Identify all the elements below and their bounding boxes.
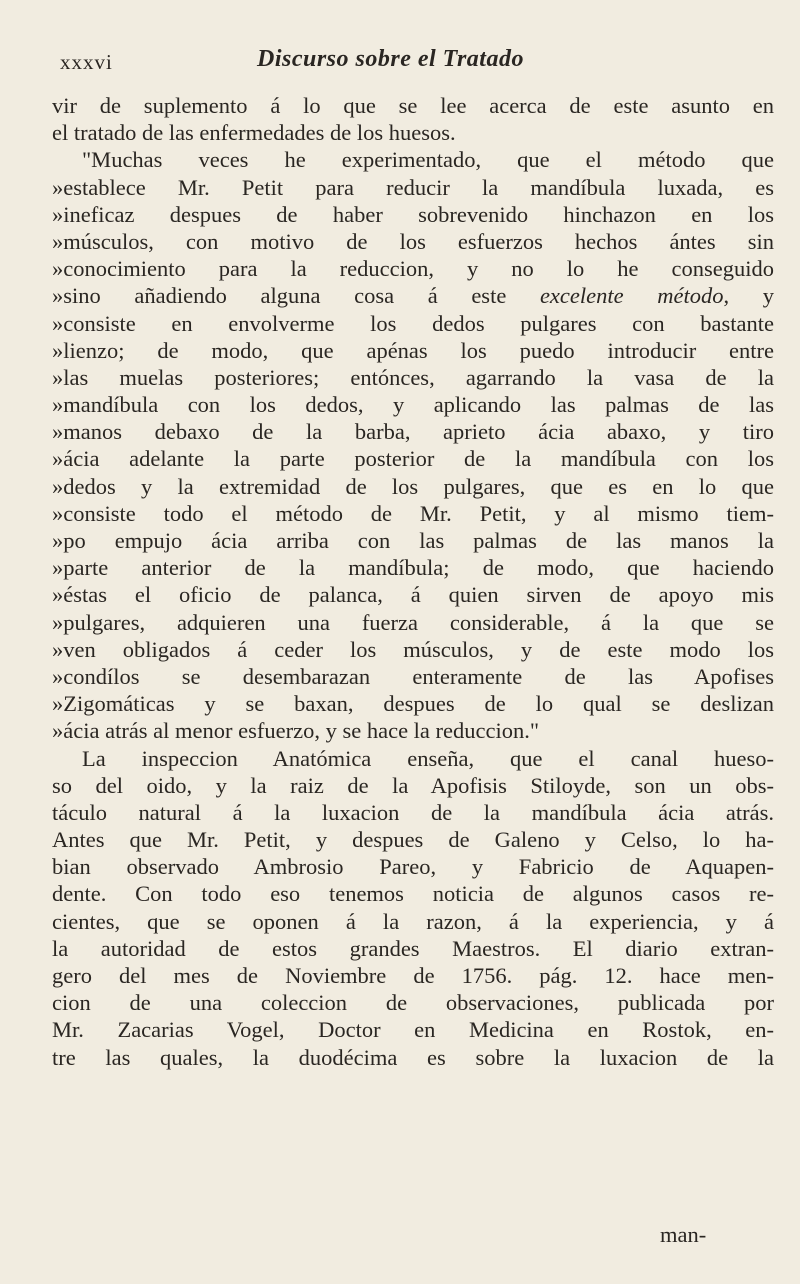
text-line: »consiste todo el método de Mr. Petit, y al mismo tiem- <box>52 500 774 526</box>
page-number: xxxvi <box>60 50 113 74</box>
text-line: »dedos y la extremidad de los pulgares, que es en lo que <box>52 473 774 499</box>
text-line: »Zigomáticas y se baxan, despues de lo qual se deslizan <box>52 691 774 717</box>
body-text <box>52 92 774 1071</box>
text-line: »ácia adelante la parte posterior de la mandíbula con los <box>52 446 774 472</box>
text-line: gero del mes de Noviembre de 1756. pág. 12. hace men- <box>52 963 774 988</box>
text-line: el tratado de las enfermedades de los huesos. <box>52 120 456 146</box>
running-title: Discurso sobre el Tratado <box>257 46 524 72</box>
text-line: »establece Mr. Petit para reducir la mandíbula luxada, es <box>52 174 774 200</box>
text-line: »ineficaz despues de haber sobrevenido hinchazon en los <box>52 201 774 227</box>
text-line: »músculos, con motivo de los esfuerzos hechos ántes sin <box>52 228 774 254</box>
text-line: »consiste en envolverme los dedos pulgares con bastante <box>52 310 774 336</box>
text-line: »las muelas posteriores; entónces, agarrando la vasa de la <box>52 364 774 390</box>
text-line: »sino añadiendo alguna cosa á este excelente método, y <box>52 283 774 309</box>
text-line: »conocimiento para la reduccion, y no lo he conseguido <box>52 256 774 282</box>
running-head <box>52 28 774 72</box>
text-line: bian observado Ambrosio Pareo, y Fabricio de Aquapen- <box>52 854 774 880</box>
text-line: la autoridad de estos grandes Maestros. El diario extran- <box>52 935 774 961</box>
text-line: dente. Con todo eso tenemos noticia de algunos casos re- <box>52 881 774 907</box>
text-line: so del oido, y la raiz de la Apofisis Stiloyde, son un obs- <box>52 772 774 798</box>
text-line: »parte anterior de la mandíbula; de modo, que haciendo <box>52 555 774 581</box>
text-line: »éstas el oficio de palanca, á quien sirven de apoyo mis <box>52 582 774 608</box>
text-line: vir de suplemento á lo que se lee acerca de este asunto en <box>52 93 774 118</box>
text-line: táculo natural á la luxacion de la mandíbula ácia atrás. <box>52 799 774 825</box>
text-line: tre las quales, la duodécima es sobre la luxacion de la <box>52 1044 774 1070</box>
text-line: »mandíbula con los dedos, y aplicando las palmas de las <box>52 392 774 418</box>
text-line: La inspeccion Anatómica enseña, que el canal hueso- <box>82 745 774 771</box>
text-line: »ven obligados á ceder los músculos, y de este modo los <box>52 636 774 662</box>
text-line: cientes, que se oponen á la razon, á la experiencia, y á <box>52 908 774 934</box>
text-line: »manos debaxo de la barba, aprieto ácia abaxo, y tiro <box>52 419 774 445</box>
text-line: Antes que Mr. Petit, y despues de Galeno y Celso, lo ha- <box>52 827 774 853</box>
text-line: cion de una coleccion de observaciones, publicada por <box>52 990 774 1016</box>
text-line: »ácia atrás al menor esfuerzo, y se hace la reduccion." <box>52 718 540 744</box>
emphasis: excelente método <box>539 283 724 309</box>
text-line: »pulgares, adquieren una fuerza considerable, á la que se <box>52 609 774 635</box>
text-line: Mr. Zacarias Vogel, Doctor en Medicina en Rostok, en- <box>52 1017 774 1043</box>
catchword: man- <box>660 1222 707 1247</box>
text-line: »lienzo; de modo, que apénas los puedo introducir entre <box>52 337 774 363</box>
text-line: »condílos se desembarazan enteramente de las Apofises <box>52 663 774 689</box>
text-line: "Muchas veces he experimentado, que el método que <box>82 147 774 173</box>
text-line: »po empujo ácia arriba con las palmas de las manos la <box>52 528 774 553</box>
